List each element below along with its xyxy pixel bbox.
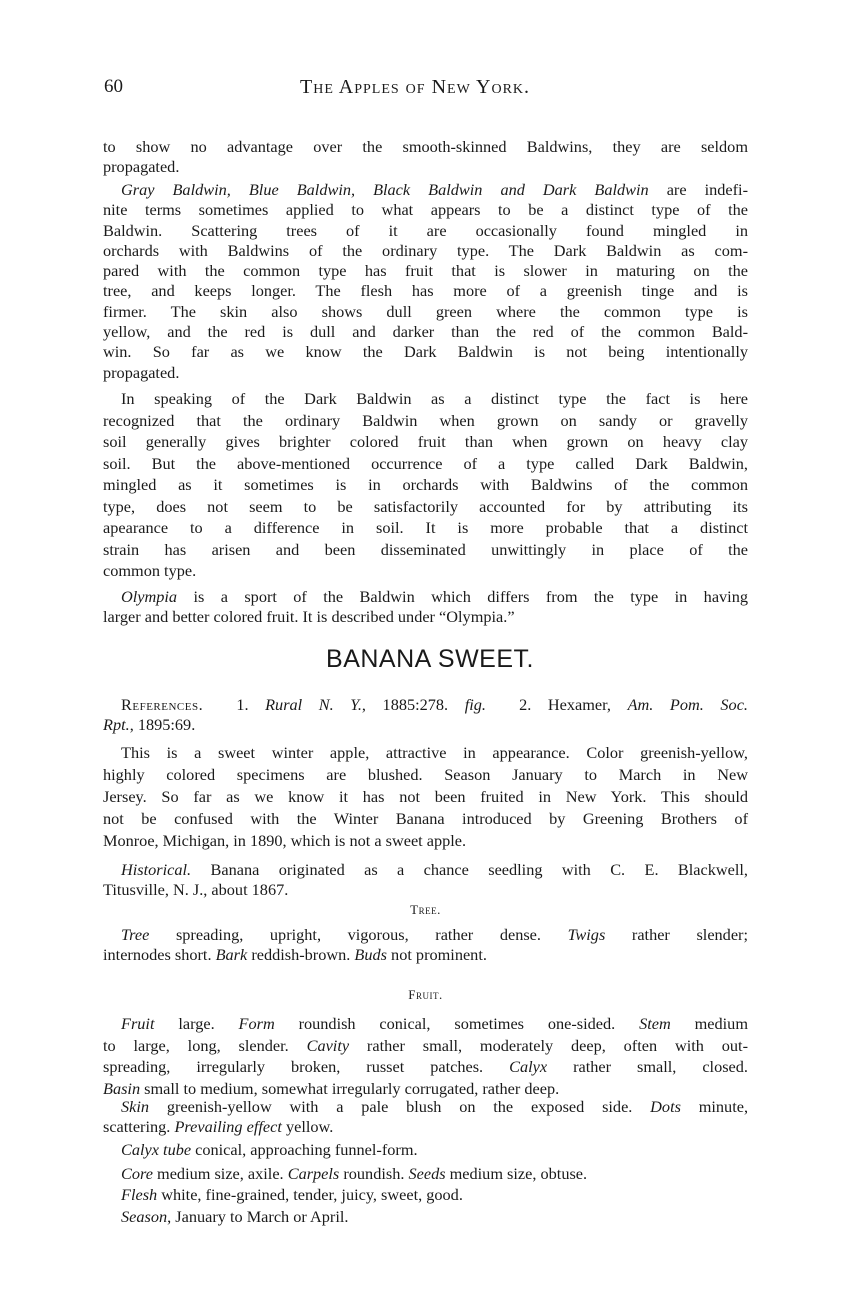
text-run: conical, approaching funnel-form. (191, 1140, 418, 1159)
small-caps-text: References. (121, 695, 204, 714)
text-line (103, 985, 748, 1005)
text-line (103, 764, 748, 786)
text-line (103, 1013, 748, 1035)
italic-text: Historical. (121, 860, 192, 879)
text-run: 2. Hexamer, (485, 695, 628, 714)
text-line (103, 281, 748, 301)
text-line (103, 1116, 748, 1136)
text-run: rather slender; (605, 925, 748, 944)
italic-text: Tree (121, 925, 150, 944)
text-line (103, 539, 748, 561)
text-run: scattering. (103, 1117, 175, 1137)
text-run: In speaking of the Dark Baldwin as a distinct type the fact is here (121, 389, 748, 408)
paragraph (103, 1207, 748, 1227)
text-line (103, 342, 748, 362)
small-caps-text: Fruit. (408, 987, 443, 1002)
italic-text: Twigs (567, 925, 606, 944)
subheading (103, 900, 748, 920)
text-run: white, fine-grained, tender, juicy, sweet, good. (157, 1185, 463, 1204)
small-caps-text: Tree. (410, 902, 441, 917)
text-line (103, 157, 748, 177)
text-line (103, 715, 748, 735)
text-run: common type. (103, 561, 197, 580)
text-run: medium size, obtuse. (445, 1164, 588, 1183)
text-line (103, 241, 748, 261)
text-line (103, 695, 748, 715)
text-run: yellow, and the red is dull and darker than the red of the common Bald- (103, 322, 748, 342)
text-run: yellow. (281, 1117, 334, 1137)
italic-text: Basin (103, 1078, 141, 1098)
italic-text: Bark (215, 945, 248, 965)
text-run: spreading, upright, vigorous, rather dense. (149, 925, 568, 944)
text-line (103, 925, 748, 945)
text-run: spreading, irregularly broken, russet patches. (103, 1057, 510, 1076)
text-run: to show no advantage over the smooth-skinned Baldwins, they are seldom (103, 137, 748, 156)
italic-text: Form (238, 1014, 275, 1033)
text-line (103, 830, 748, 852)
text-line (103, 1164, 748, 1184)
text-run: mingled as it sometimes is in orchards with Baldwins of the common (103, 475, 748, 494)
text-line (103, 786, 748, 808)
italic-text: Dots (650, 1097, 681, 1116)
paragraph (103, 1096, 748, 1137)
text-run: win. So far as we know the Dark Baldwin is not being intentionally (103, 342, 748, 362)
italic-text: Season (121, 1207, 168, 1226)
text-line (103, 302, 748, 322)
text-run: not prominent. (386, 945, 487, 965)
text-run: , 1895:69. (129, 715, 196, 735)
paragraph (103, 695, 748, 736)
text-run: soil generally gives brighter colored fruit than when grown on heavy clay (103, 432, 748, 451)
paragraph (103, 860, 748, 901)
text-run: medium (670, 1014, 748, 1033)
italic-text: Prevailing effect (174, 1117, 282, 1137)
paragraph (103, 180, 748, 383)
paragraph (103, 925, 748, 966)
italic-text: Skin (121, 1097, 150, 1116)
paragraph (103, 1140, 748, 1160)
italic-text: Olympia (121, 587, 178, 606)
text-run: 1. (203, 695, 266, 714)
paragraph (103, 137, 748, 178)
text-run: firmer. The skin also shows dull green where the common type is (103, 301, 748, 321)
text-run: medium size, axile. (152, 1164, 288, 1183)
italic-text: Core (121, 1164, 153, 1183)
italic-text: Calyx (509, 1057, 548, 1076)
text-run: to large, long, slender. (103, 1035, 307, 1055)
italic-text: Buds (354, 945, 387, 965)
text-run: larger and better colored fruit. It is described under “Olympia.” (103, 607, 515, 627)
paragraph (103, 587, 748, 628)
text-line (103, 221, 748, 241)
text-run: apearance to a difference in soil. It is more probable that a distinct (103, 518, 748, 537)
text-run: strain has arisen and been disseminated unwittingly in place of the (103, 539, 748, 559)
text-run: is a sport of the Baldwin which differs from the type in having (177, 587, 748, 606)
text-run: propagated. (103, 157, 180, 177)
italic-text: Am. Pom. Soc. (627, 695, 748, 714)
running-title: The Apples of New York. (300, 76, 531, 98)
text-line (103, 410, 748, 432)
italic-text: Stem (639, 1014, 671, 1033)
paragraph (103, 1013, 748, 1099)
text-run: minute, (680, 1097, 749, 1116)
text-run: Banana originated as a chance seedling with C. E. Blackwell, (191, 860, 748, 879)
text-line (103, 742, 748, 764)
text-run: orchards with Baldwins of the ordinary type. The Dark Baldwin as com- (103, 240, 748, 260)
text-line (103, 474, 748, 496)
text-line (103, 322, 748, 342)
text-run: are indefi- (648, 180, 748, 199)
italic-text: Flesh (121, 1185, 158, 1204)
text-line (103, 388, 748, 410)
text-line (103, 808, 748, 830)
text-run: , 1885:278. (361, 695, 465, 714)
text-line (103, 1056, 748, 1078)
text-line (103, 900, 748, 920)
text-run: roundish conical, sometimes one-sided. (274, 1014, 640, 1033)
italic-text: Cavity (306, 1035, 350, 1055)
text-run: not be confused with the Winter Banana introduced by Greening Brothers of (103, 809, 748, 828)
text-line (103, 860, 748, 880)
text-line (103, 453, 748, 475)
text-line (103, 180, 748, 200)
text-run: internodes short. (103, 945, 216, 965)
italic-text: fig. (464, 695, 486, 714)
text-line (103, 517, 748, 539)
text-run: rather small, closed. (547, 1057, 748, 1076)
text-run: Titusville, N. J., about 1867. (103, 880, 289, 900)
italic-text: Rural N. Y. (265, 695, 362, 714)
text-run: Baldwin. Scattering trees of it are occasionally found mingled in (103, 220, 748, 240)
italic-text: Fruit (121, 1014, 155, 1033)
text-line (103, 363, 748, 383)
text-line (103, 261, 748, 281)
text-run: , January to March or April. (167, 1207, 349, 1226)
text-line (103, 200, 748, 220)
text-line (103, 587, 748, 607)
text-run: tree, and keeps longer. The flesh has more of a greenish tinge and is (103, 281, 748, 301)
italic-text: Calyx tube (121, 1140, 192, 1159)
page-number: 60 (104, 76, 123, 97)
text-run: recognized that the ordinary Baldwin when grown on sandy or gravelly (103, 410, 748, 430)
paragraph (103, 388, 748, 582)
text-run: nite terms sometimes applied to what appears to be a distinct type of the (103, 200, 748, 220)
text-line (103, 560, 748, 582)
text-line (103, 1185, 748, 1205)
text-line (103, 1035, 748, 1057)
text-run: soil. But the above-mentioned occurrence of a type called Dark Baldwin, (103, 453, 748, 473)
subheading (103, 985, 748, 1005)
italic-text: Carpels (287, 1164, 340, 1183)
italic-text: Seeds (408, 1164, 446, 1183)
text-line (103, 1096, 748, 1116)
text-line (103, 431, 748, 453)
text-run: type, does not seem to be satisfactorily accounted for by attributing its (103, 496, 748, 516)
text-run: rather small, moderately deep, often with out- (349, 1035, 748, 1055)
text-line (103, 137, 748, 157)
text-run: roundish. (339, 1164, 409, 1183)
section-heading: BANANA SWEET. (326, 645, 534, 673)
text-run: reddish-brown. (247, 945, 355, 965)
paragraph (103, 1164, 748, 1184)
text-line (103, 1207, 748, 1227)
text-run: large. (154, 1014, 239, 1033)
text-line (103, 880, 748, 900)
text-run: pared with the common type has fruit that is slower in maturing on the (103, 261, 748, 281)
text-line (103, 607, 748, 627)
text-run: propagated. (103, 362, 180, 382)
italic-text: Rpt. (103, 715, 130, 735)
text-run: small to medium, somewhat irregularly corrugated, rather deep. (140, 1078, 560, 1098)
text-run: highly colored specimens are blushed. Season January to March in New (103, 765, 748, 784)
text-run: Monroe, Michigan, in 1890, which is not a sweet apple. (103, 831, 467, 850)
text-line (103, 1140, 748, 1160)
paragraph (103, 742, 748, 852)
text-run: This is a sweet winter apple, attractive in appearance. Color greenish-yellow, (121, 743, 748, 762)
text-line (103, 945, 748, 965)
text-run: greenish-yellow with a pale blush on the exposed side. (149, 1097, 651, 1116)
paragraph (103, 1185, 748, 1205)
text-line (103, 496, 748, 518)
italic-text: Gray Baldwin, Blue Baldwin, Black Baldwin and Dark Baldwin (121, 180, 649, 199)
text-run: Jersey. So far as we know it has not been fruited in New York. This should (103, 787, 748, 806)
